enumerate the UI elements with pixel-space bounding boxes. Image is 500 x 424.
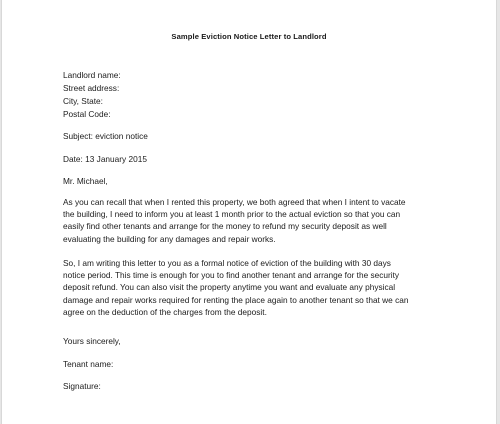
postal-code-line: Postal Code: <box>63 109 111 119</box>
paragraph-line: agree on the deduction of the charges from the deposit. <box>63 306 267 317</box>
paragraph-line: As you can recall that when I rented this property, we both agreed that when I intent to vacate <box>63 197 406 207</box>
landlord-name-line: Landlord name: <box>63 70 121 80</box>
closing-line: Yours sincerely, <box>63 336 121 346</box>
signature-line: Signature: <box>63 381 101 391</box>
tenant-name-line: Tenant name: <box>63 359 114 369</box>
salutation: Mr. Michael, <box>63 176 108 186</box>
paragraph-line: So, I am writing this letter to you as a formal notice of eviction of the building with 30 days <box>63 258 391 268</box>
paragraph-line: evaluating the building for any damages and repair works. <box>63 233 276 244</box>
street-address-line: Street address: <box>63 83 120 93</box>
date-line: Date: 13 January 2015 <box>63 154 147 164</box>
subject-line: Subject: eviction notice <box>63 131 148 141</box>
letter-page <box>1 0 497 424</box>
paragraph-line: the building, I need to inform you at least 1 month prior to the actual eviction so that you can <box>63 209 401 220</box>
body-paragraph-2 <box>63 257 443 318</box>
city-state-line: City, State: <box>63 96 103 106</box>
paragraph-line: deposit refund. You can also visit the property anytime you want and evaluate any physical <box>63 282 396 293</box>
document-title: Sample Eviction Notice Letter to Landlord <box>171 32 327 41</box>
paragraph-line: damage and repair works required for renting the place again to another tenant so that we can <box>63 294 409 305</box>
paragraph-line: notice period. This time is enough for you to find another tenant and arrange for the security <box>63 270 400 281</box>
paragraph-line: easily find other tenants and arrange for the money to refund my security deposit as well <box>63 221 387 232</box>
body-paragraph-1 <box>63 196 443 245</box>
